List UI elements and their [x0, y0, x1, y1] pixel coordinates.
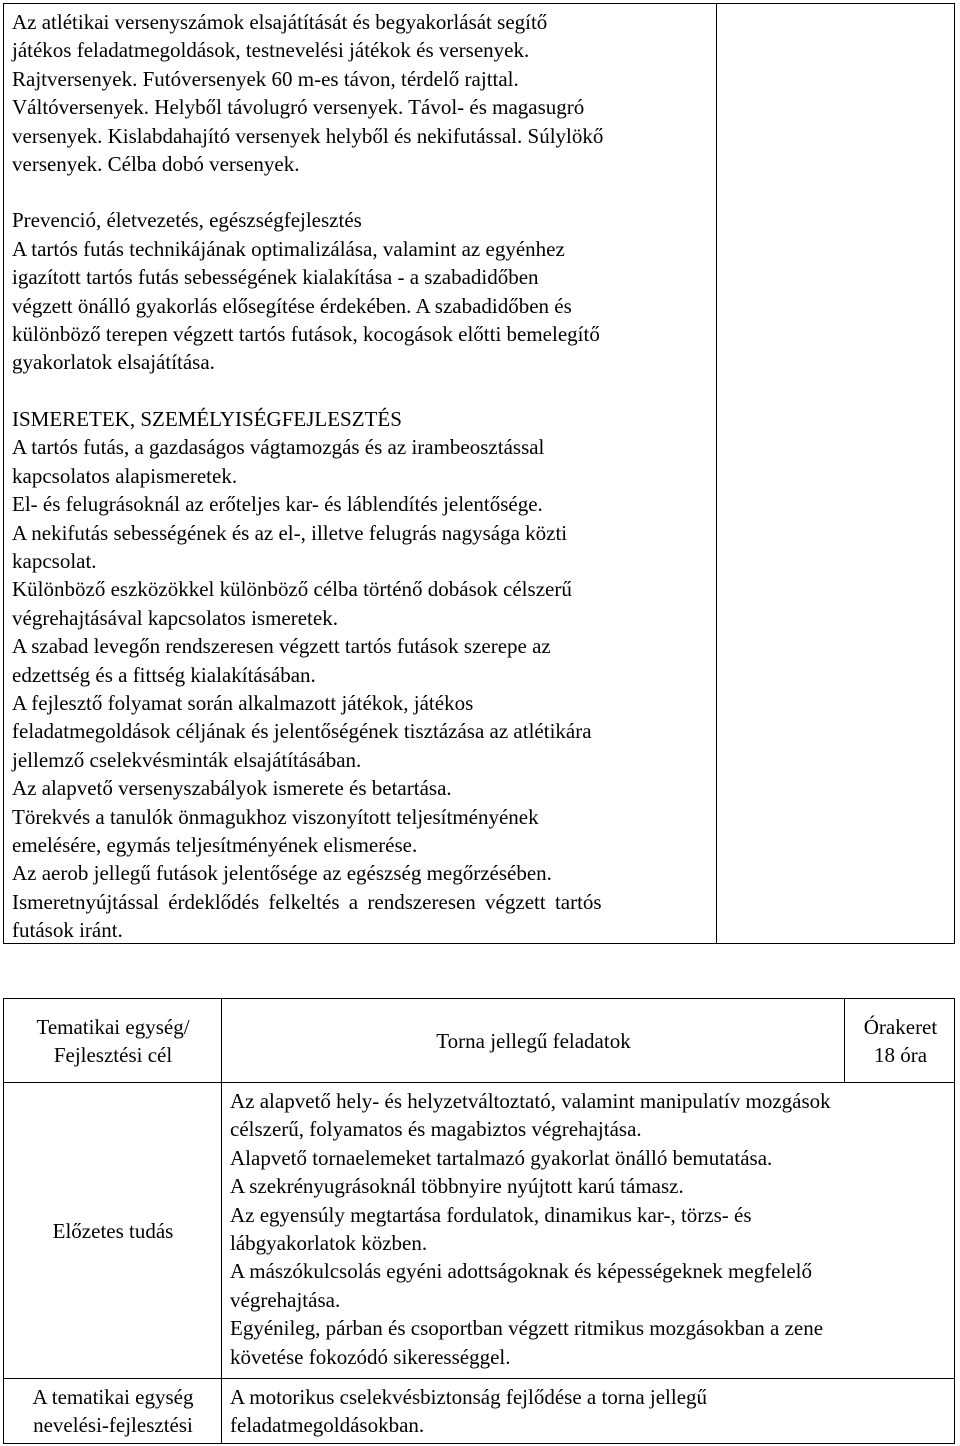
text-line: feladatmegoldásokban. — [230, 1413, 425, 1438]
text-line: lábgyakorlatok közben. — [230, 1231, 428, 1256]
paragraph-gap — [12, 377, 710, 405]
goals-content — [222, 1379, 954, 1445]
text-line: A tartós futás, a gazdaságos vágtamozgás és az irambeosztással — [12, 435, 545, 460]
upper-table-empty-cell — [717, 4, 954, 943]
header-unit-title — [222, 999, 845, 1083]
text-line: futások iránt. — [12, 918, 123, 943]
text-line: A szekrényugrásoknál többnyire nyújtott karú támasz. — [230, 1174, 684, 1199]
text-line: végrehajtása. — [230, 1287, 341, 1312]
text-line: feladatmegoldások céljának és jelentőségének tisztázása az atlétikára — [12, 719, 592, 744]
prior-knowledge-label — [4, 1083, 222, 1379]
upper-table — [3, 3, 955, 944]
header-unit-line: Tematikai egység/ — [36, 1015, 190, 1039]
upper-table-content-cell — [4, 4, 717, 943]
prevention-block — [12, 206, 710, 376]
text-line: különböző terepen végzett tartós futások, kocogások előtti bemelegítő — [12, 322, 600, 347]
text-line: A fejlesztő folyamat során alkalmazott játékok, játékos — [12, 690, 474, 715]
text-line: igazított tartós futás sebességének kialakítása - a szabadidőben — [12, 265, 539, 290]
text-line: versenyek. Kislabdahajító versenyek helyből és nekifutással. Súlylökő — [12, 123, 604, 148]
text-line: gyakorlatok elsajátítása. — [12, 350, 215, 375]
section-heading: Prevenció, életvezetés, egészségfejlesztés — [12, 208, 362, 233]
unit-title: Torna jellegű feladatok — [436, 1028, 631, 1053]
lower-table — [3, 998, 955, 1444]
text-line: végzett önálló gyakorlás elősegítése érdekében. A szabadidőben és — [12, 293, 572, 318]
header-unit-label — [4, 999, 222, 1083]
text-line: A mászókulcsolás egyéni adottságoknak és képességeknek megfelelő — [230, 1259, 812, 1284]
text-line: Ismeretnyújtással érdeklődés felkeltés a rendszeresen végzett tartós — [12, 889, 602, 914]
goals-label-line: A tematikai egység — [32, 1385, 194, 1409]
hours-value: 18 óra — [873, 1043, 928, 1067]
text-line: kapcsolat. — [12, 548, 97, 573]
paragraph-gap — [12, 178, 710, 206]
text-line: Egyénileg, párban és csoportban végzett ritmikus mozgásokban a zene — [230, 1316, 824, 1341]
text-line: követése fokozódó sikerességgel. — [230, 1344, 511, 1369]
text-line: emelésére, egymás teljesítményének elismerése. — [12, 832, 418, 857]
text-line: Az alapvető versenyszabályok ismerete és betartása. — [12, 776, 452, 801]
text-line: Különböző eszközökkel különböző célba történő dobások célszerű — [12, 577, 572, 602]
text-line: Az alapvető hely- és helyzetváltoztató, valamint manipulatív mozgások — [230, 1089, 831, 1113]
prior-knowledge-content — [222, 1083, 954, 1379]
hours-label: Órakeret — [863, 1015, 938, 1039]
text-line: A szabad levegőn rendszeresen végzett tartós futások szerepe az — [12, 634, 551, 659]
knowledge-block — [12, 405, 710, 945]
text-line: Törekvés a tanulók önmagukhoz viszonyított teljesítményének — [12, 804, 539, 829]
text-line: A tartós futás technikájának optimalizálása, valamint az egyénhez — [12, 236, 565, 261]
text-line: Alapvető tornaelemeket tartalmazó gyakorlat önálló bemutatása. — [230, 1145, 773, 1170]
text-line: A motorikus cselekvésbiztonság fejlődése a torna jellegű — [230, 1385, 708, 1409]
goals-label — [4, 1379, 222, 1445]
text-line: Rajtversenyek. Futóversenyek 60 m-es távon, térdelő rajttal. — [12, 66, 519, 91]
text-line: jellemző cselekvésminták elsajátításában. — [12, 747, 362, 772]
section-heading: ISMERETEK, SZEMÉLYISÉGFEJLESZTÉS — [12, 406, 402, 431]
text-line: A nekifutás sebességének és az el-, illetve felugrás nagysága közti — [12, 520, 568, 545]
header-unit-line: Fejlesztési cél — [53, 1043, 173, 1067]
text-line: célszerű, folyamatos és magabiztos végrehajtása. — [230, 1117, 642, 1142]
text-line: edzettség és a fittség kialakításában. — [12, 662, 316, 687]
text-line: Az egyensúly megtartása fordulatok, dinamikus kar-, törzs- és — [230, 1202, 752, 1227]
goals-label-line: nevelési-fejlesztési — [33, 1413, 193, 1437]
text-line: kapcsolatos alapismeretek. — [12, 463, 238, 488]
text-line: végrehajtásával kapcsolatos ismeretek. — [12, 605, 338, 630]
text-line: Az aerob jellegű futások jelentősége az egészség megőrzésében. — [12, 861, 552, 886]
competitions-block — [12, 8, 710, 178]
prior-knowledge-label-text: Előzetes tudás — [52, 1218, 174, 1243]
text-line: Váltóversenyek. Helyből távolugró versenyek. Távol- és magasugró — [12, 95, 585, 120]
text-line: Az atlétikai versenyszámok elsajátítását és begyakorlását segítő — [12, 10, 548, 34]
text-line: versenyek. Célba dobó versenyek. — [12, 152, 300, 177]
header-hours — [845, 999, 956, 1083]
text-line: El- és felugrásoknál az erőteljes kar- és láblendítés jelentősége. — [12, 492, 543, 517]
text-line: játékos feladatmegoldások, testnevelési játékok és versenyek. — [12, 38, 530, 63]
